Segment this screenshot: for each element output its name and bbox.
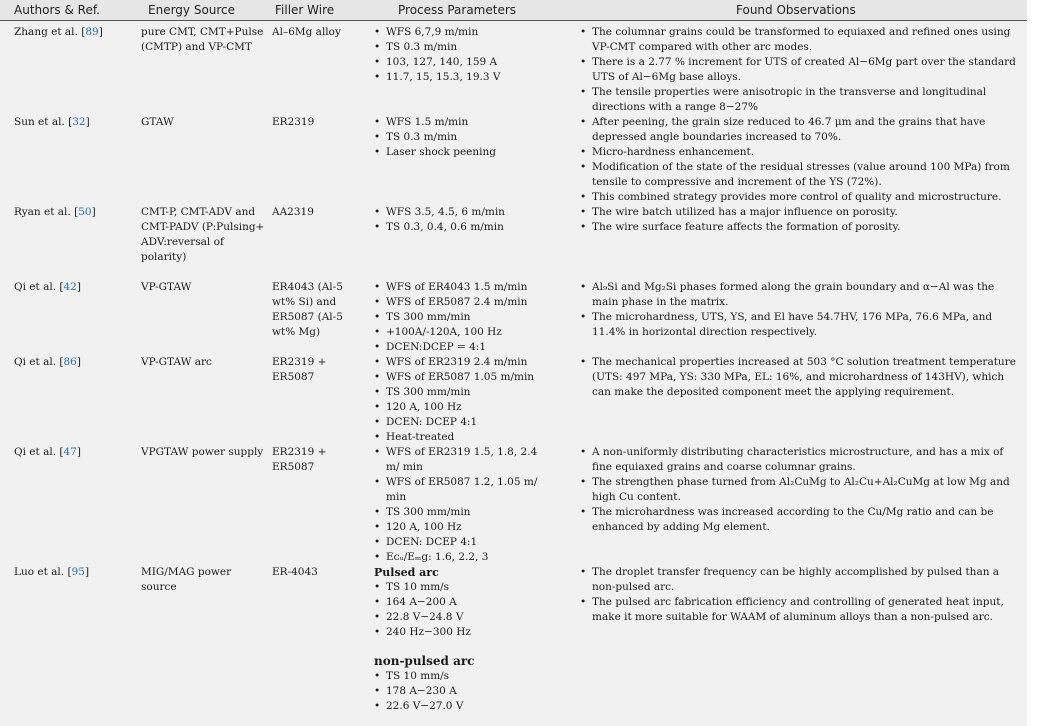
observation-item: • The tensile properties were anisotropic in the transverse and longitudinal directions with a range 8−27%: [580, 85, 1020, 115]
param-item: • WFS of ER2319 2.4 m/min: [374, 355, 549, 370]
reference-link[interactable]: 86: [63, 356, 77, 368]
author-cell: Qi et al. [86]: [14, 356, 81, 368]
param-item: • TS 300 mm/min: [374, 505, 549, 520]
param-item: • WFS of ER4043 1.5 m/min: [374, 280, 549, 295]
param-item: • 22.8 V−24.8 V: [374, 610, 549, 625]
params-cell: [374, 565, 549, 714]
pulsed-arc-heading: Pulsed arc: [374, 566, 439, 579]
params-cell: [374, 355, 549, 445]
params-cell: [374, 280, 549, 355]
param-item: • TS 0.3, 0.4, 0.6 m/min: [374, 220, 549, 235]
param-item: • 120 A, 100 Hz: [374, 520, 549, 535]
params-cell: [374, 25, 549, 85]
param-item: • 178 A−230 A: [374, 684, 549, 699]
param-item: • 240 Hz−300 Hz: [374, 625, 549, 640]
filler-cell: AA2319: [272, 206, 314, 218]
observations-cell: [580, 280, 1020, 340]
energy-cell: VPGTAW power supply: [141, 446, 264, 458]
observation-item: • The strengthen phase turned from Al₂CuMg to Al₂Cu+Al₂CuMg at low Mg and high Cu content.: [580, 475, 1020, 505]
reference-link[interactable]: 89: [85, 26, 99, 38]
observation-item: • This combined strategy provides more control of quality and microstructure.: [580, 190, 1020, 205]
header-process-parameters: Process Parameters: [398, 3, 517, 17]
param-item: • 103, 127, 140, 159 A: [374, 55, 549, 70]
param-item: • +100A/-120A, 100 Hz: [374, 325, 549, 340]
param-item: • Eᴄᵤ/Eₘg: 1.6, 2.2, 3: [374, 550, 549, 565]
observations-cell: [580, 355, 1020, 400]
observation-item: • The wire surface feature affects the formation of porosity.: [580, 220, 1020, 235]
author-cell: Qi et al. [47]: [14, 446, 81, 458]
observation-item: • The columnar grains could be transformed to equiaxed and refined ones using VP-CMT compared with other arc modes.: [580, 25, 1020, 55]
param-item: • WFS 3.5, 4.5, 6 m/min: [374, 205, 549, 220]
param-item: • WFS of ER5087 2.4 m/min: [374, 295, 549, 310]
param-item: • Laser shock peening: [374, 145, 549, 160]
author-cell: Ryan et al. [50]: [14, 206, 96, 218]
param-item: • DCEN: DCEP 4:1: [374, 535, 549, 550]
param-item: • TS 10 mm/s: [374, 580, 549, 595]
param-item: • 120 A, 100 Hz: [374, 400, 549, 415]
energy-cell: VP-GTAW: [141, 281, 192, 293]
param-item: • TS 300 mm/min: [374, 385, 549, 400]
observation-item: • A non-uniformly distributing characteristics microstructure, and has a mix of fine equiaxed grains and coarse columnar grains.: [580, 445, 1020, 475]
header-filler-wire: Filler Wire: [275, 3, 335, 17]
energy-cell: MIG/MAG power source: [141, 566, 232, 593]
observation-item: • The microhardness, UTS, YS, and El have 54.7HV, 176 MPa, 76.6 MPa, and 11.4% in horizontal direction respectively.: [580, 310, 1020, 340]
observation-item: • There is a 2.77 % increment for UTS of created Al−6Mg part over the standard UTS of Al−6Mg base alloys.: [580, 55, 1020, 85]
energy-cell: CMT-P, CMT-ADV and CMT-PADV (P:Pulsing+ ADV:reversal of polarity): [141, 206, 265, 263]
energy-cell: VP-GTAW arc: [141, 356, 212, 368]
observations-cell: [580, 25, 1020, 115]
filler-cell: ER2319 + ER5087: [272, 446, 327, 473]
observation-item: • The microhardness was increased according to the Cu/Mg ratio and can be enhanced by adding Mg element.: [580, 505, 1020, 535]
filler-cell: Al–6Mg alloy: [272, 26, 341, 38]
filler-cell: ER2319: [272, 116, 315, 128]
observations-cell: [580, 445, 1020, 535]
param-item: • WFS of ER5087 1.2, 1.05 m/ min: [374, 475, 549, 505]
header-authors: Authors & Ref.: [14, 3, 100, 17]
table-header: [0, 0, 1027, 21]
filler-cell: ER2319 + ER5087: [272, 356, 327, 383]
param-item: • WFS 6,7,9 m/min: [374, 25, 549, 40]
non-pulsed-arc-heading: non-pulsed arc: [374, 654, 475, 668]
param-item: • DCEN:DCEP = 4:1: [374, 340, 549, 355]
params-cell: [374, 205, 549, 235]
observations-cell: [580, 565, 1020, 625]
observation-item: • Modification of the state of the residual stresses (value around 100 MPa) from tensile to compressive and increment of the YS (72%).: [580, 160, 1020, 190]
reference-link[interactable]: 47: [63, 446, 77, 458]
param-item: • WFS of ER2319 1.5, 1.8, 2.4 m/ min: [374, 445, 549, 475]
observations-cell: [580, 205, 1020, 235]
param-item: • 22.6 V−27.0 V: [374, 699, 549, 714]
param-item: • WFS of ER5087 1.05 m/min: [374, 370, 549, 385]
param-item: • WFS 1.5 m/min: [374, 115, 549, 130]
header-energy-source: Energy Source: [148, 3, 236, 17]
reference-link[interactable]: 42: [63, 281, 77, 293]
param-item: • DCEN: DCEP 4:1: [374, 415, 549, 430]
author-cell: Qi et al. [42]: [14, 281, 81, 293]
observation-item: • The pulsed arc fabrication efficiency and controlling of generated heat input, make it more suitable for WAAM of aluminum alloys than a non-pulsed arc.: [580, 595, 1020, 625]
reference-link[interactable]: 95: [71, 566, 85, 578]
param-item: • TS 10 mm/s: [374, 669, 549, 684]
observation-item: • After peening, the grain size reduced to 46.7 μm and the grains that have depressed angle boundaries increased to 70%.: [580, 115, 1020, 145]
header-found-observations: Found Observations: [736, 3, 856, 17]
param-item: • Heat-treated: [374, 430, 549, 445]
author-cell: Zhang et al. [89]: [14, 26, 103, 38]
param-item: • 164 A−200 A: [374, 595, 549, 610]
energy-cell: pure CMT, CMT+Pulse (CMTP) and VP-CMT: [141, 26, 264, 53]
param-item: • 11.7, 15, 15.3, 19.3 V: [374, 70, 549, 85]
filler-cell: ER-4043: [272, 566, 318, 578]
energy-cell: GTAW: [141, 116, 174, 128]
param-item: • TS 300 mm/min: [374, 310, 549, 325]
observation-item: • The mechanical properties increased at 503 °C solution treatment temperature (UTS: 497 MPa, YS: 330 MPa, EL: 16%, and microhardness of 143HV), which can make the deposited component meet the applying requirement.: [580, 355, 1020, 400]
params-cell: [374, 115, 549, 160]
observation-item: • The wire batch utilized has a major influence on porosity.: [580, 205, 1020, 220]
filler-cell: ER4043 (Al-5 wt% Si) and ER5087 (Al-5 wt% Mg): [272, 281, 343, 338]
observation-item: • The droplet transfer frequency can be highly accomplished by pulsed than a non-pulsed arc.: [580, 565, 1020, 595]
reference-link[interactable]: 50: [78, 206, 92, 218]
param-item: • TS 0.3 m/min: [374, 40, 549, 55]
param-item: • TS 0.3 m/min: [374, 130, 549, 145]
reference-link[interactable]: 32: [72, 116, 86, 128]
params-cell: [374, 445, 549, 565]
observation-item: • Al₉Si and Mg₂Si phases formed along the grain boundary and α−Al was the main phase in the matrix.: [580, 280, 1020, 310]
author-cell: Luo et al. [95]: [14, 566, 90, 578]
observation-item: • Micro-hardness enhancement.: [580, 145, 1020, 160]
author-cell: Sun et al. [32]: [14, 116, 90, 128]
observations-cell: [580, 115, 1020, 205]
